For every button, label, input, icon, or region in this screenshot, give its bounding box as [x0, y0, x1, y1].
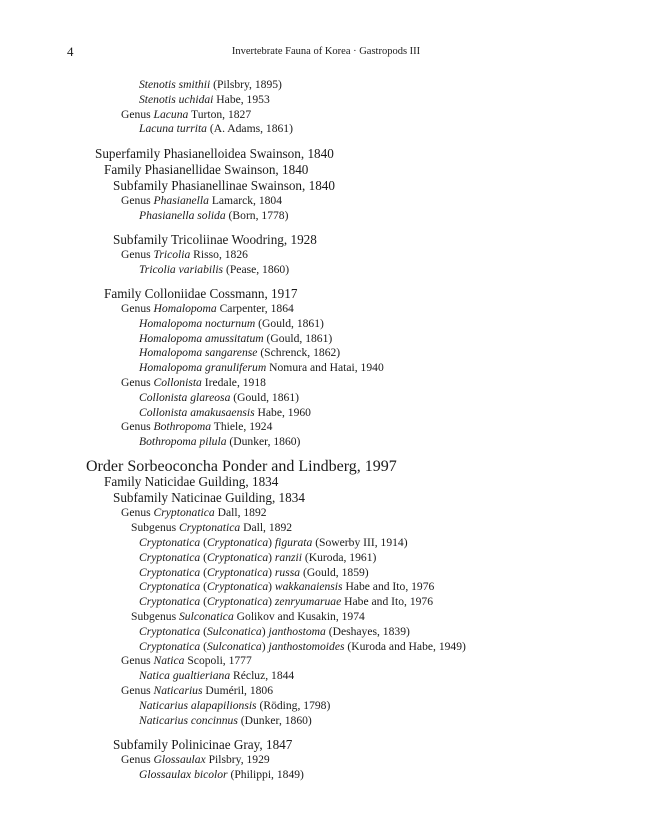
taxon-name [139, 595, 341, 608]
taxon-name: Homalopoma granuliferum [139, 361, 267, 375]
superfamily-entry [95, 147, 334, 160]
taxon-name: Sulconatica [179, 610, 234, 623]
name-part: ) [261, 639, 269, 653]
name-part: ) [268, 550, 275, 564]
rank-label: Subfamily [113, 231, 168, 247]
taxon-author: Habe and Ito, 1976 [345, 580, 435, 594]
species-entry [139, 347, 340, 359]
name-part: ( [200, 536, 207, 549]
subfamily-entry [113, 738, 292, 751]
taxon-author: Duméril, 1806 [205, 684, 274, 697]
genus-entry [121, 377, 266, 389]
rank-label: Superfamily [95, 145, 161, 161]
taxon-author: Guilding, 1834 [198, 474, 279, 490]
rank-label: Order [86, 458, 124, 476]
taxon-name: Naticarius alapapilionsis [139, 698, 257, 712]
taxon-author: (Born, 1778) [228, 208, 289, 222]
taxon-name [139, 640, 344, 653]
rank-label: Subgenus [131, 610, 177, 623]
species-entry [139, 362, 384, 374]
species-entry [139, 552, 376, 564]
rank-label: Genus [121, 752, 151, 766]
species-entry [139, 333, 332, 345]
taxon-name: Phasianellinae [171, 177, 248, 193]
taxon-author: (Gould, 1861) [258, 316, 324, 330]
taxon-author: Ponder and Lindberg, 1997 [221, 458, 397, 476]
species-entry [139, 123, 293, 135]
taxon-name [139, 566, 300, 579]
taxon-name: Glossaulax [153, 752, 206, 766]
taxon-author: (Kuroda, 1961) [304, 550, 377, 564]
name-part: ( [200, 550, 207, 564]
taxon-name: Bothropoma [153, 420, 212, 434]
taxon-name: Cryptonatica [179, 521, 241, 535]
taxon-name: Collonista amakusaensis [139, 405, 255, 419]
name-part: Cryptonatica [206, 536, 269, 549]
taxon-author: (Schrenck, 1862) [260, 346, 341, 360]
page-number: 4 [67, 44, 74, 59]
taxon-author: Swainson, 1840 [224, 161, 309, 177]
name-part: ( [200, 580, 207, 594]
species-entry [139, 769, 304, 781]
name-part: wakkanaiensis [274, 580, 343, 594]
taxon-name: Lacuna [153, 107, 189, 121]
species-entry [139, 670, 294, 682]
subfamily-entry [113, 179, 335, 192]
taxon-author: Thiele, 1924 [213, 420, 273, 434]
species-entry [139, 596, 433, 608]
taxon-name: Naticinae [171, 490, 222, 506]
rank-label: Genus [121, 506, 151, 520]
genus-entry [121, 421, 272, 433]
name-part: Cryptonatica [139, 550, 201, 564]
name-part: Cryptonatica [206, 580, 269, 594]
rank-label: Family [104, 161, 142, 177]
name-part: Cryptonatica [206, 550, 269, 564]
taxon-name: Lacuna turrita [139, 122, 207, 136]
name-part: russa [274, 565, 301, 579]
taxon-author: (Röding, 1798) [259, 698, 331, 712]
taxon-name: Polinicinae [171, 736, 231, 752]
taxon-name [139, 536, 312, 549]
genus-entry [121, 303, 294, 315]
taxon-name: Glossaulax bicolor [139, 767, 228, 781]
taxon-name: Stenotis uchidai [139, 92, 214, 106]
species-entry [139, 700, 330, 712]
taxon-name: Natica gualtieriana [139, 669, 231, 683]
taxon-author: Turton, 1827 [191, 107, 252, 121]
species-entry [139, 264, 289, 276]
family-entry [104, 287, 297, 300]
taxon-author: Habe, 1960 [257, 405, 311, 419]
name-part: janthostoma [268, 624, 326, 638]
name-part: janthostomoides [268, 639, 345, 653]
taxon-author: (Gould, 1861) [233, 390, 299, 404]
species-entry [139, 581, 434, 593]
name-part: Cryptonatica [139, 595, 201, 609]
genus-entry [121, 655, 252, 667]
name-part: ( [200, 565, 207, 579]
taxon-name: Cryptonatica [153, 506, 215, 520]
name-part: Sulconatica [206, 624, 262, 638]
rank-label: Genus [121, 684, 151, 697]
taxon-name: Bothropoma pilula [139, 435, 227, 449]
taxon-name: Tricoliinae [171, 231, 229, 247]
name-part: ) [261, 624, 269, 638]
taxon-author: Habe, 1953 [216, 92, 270, 106]
taxon-author: Swainson, 1840 [250, 177, 335, 193]
genus-entry [121, 195, 282, 207]
taxon-author: (Gould, 1859) [302, 565, 369, 579]
genus-entry [121, 685, 273, 697]
name-part: ( [200, 624, 207, 638]
taxon-author: (Gould, 1861) [266, 331, 333, 345]
taxon-author: Guilding, 1834 [225, 490, 305, 506]
taxon-name: Naticidae [144, 474, 196, 490]
running-head: Invertebrate Fauna of Korea · Gastropods III [231, 46, 421, 57]
rank-label: Genus [121, 107, 151, 121]
name-part: Cryptonatica [206, 595, 269, 609]
family-entry [104, 475, 278, 488]
family-entry [104, 163, 308, 176]
taxon-name: Collonista [153, 375, 202, 389]
rank-label: Genus [121, 247, 151, 261]
name-part: Cryptonatica [139, 565, 201, 579]
species-entry [139, 436, 300, 448]
taxon-name: Phasianelloidea [163, 145, 247, 161]
genus-entry [121, 754, 270, 766]
name-part: ranzii [274, 550, 302, 564]
taxon-name: Sorbeoconcha [127, 458, 218, 476]
subfamily-entry [113, 233, 317, 246]
name-part: ( [200, 639, 207, 653]
rank-label: Subgenus [131, 521, 177, 535]
taxon-author: (Dunker, 1860) [229, 435, 301, 449]
species-entry [139, 567, 369, 579]
taxon-author: Scopoli, 1777 [187, 654, 252, 668]
taxon-name: Stenotis smithii [139, 78, 211, 91]
name-part: Cryptonatica [139, 580, 201, 594]
taxon-author: Habe and Ito, 1976 [344, 595, 434, 609]
species-entry [139, 626, 410, 638]
species-entry [139, 79, 282, 91]
taxon-name: Naticarius [153, 684, 203, 697]
name-part: ) [268, 595, 275, 609]
taxon-name: Collonista glareosa [139, 390, 231, 404]
subgenus-entry [131, 611, 365, 623]
taxon-author: Cossmann, 1917 [209, 285, 298, 301]
taxon-author: Nomura and Hatai, 1940 [269, 361, 384, 375]
taxon-name: Homalopoma nocturnum [139, 316, 256, 330]
name-part: ) [268, 565, 275, 579]
taxon-name [139, 625, 326, 638]
species-entry [139, 392, 299, 404]
taxon-author: Dall, 1892 [217, 506, 267, 520]
rank-label: Subfamily [113, 736, 168, 752]
taxon-author: (Pease, 1860) [225, 262, 290, 276]
taxon-name: Homalopoma sangarense [139, 346, 258, 360]
taxon-name [139, 551, 302, 564]
name-part: ) [268, 580, 275, 594]
species-entry [139, 537, 408, 549]
taxon-author: (A. Adams, 1861) [209, 122, 293, 136]
taxon-name: Homalopoma amussitatum [139, 331, 264, 345]
rank-label: Genus [121, 375, 151, 389]
name-part: figurata [274, 536, 313, 549]
rank-label: Genus [121, 654, 151, 668]
species-entry [139, 715, 312, 727]
name-part: ( [200, 595, 207, 609]
taxon-author: Carpenter, 1864 [219, 301, 294, 315]
taxon-name [139, 580, 343, 593]
order-entry [86, 459, 397, 475]
name-part: zenryumaruae [274, 595, 342, 609]
taxon-author: Dall, 1892 [243, 521, 293, 535]
taxon-name: Colloniidae [144, 285, 207, 301]
taxon-name: Natica [153, 654, 185, 668]
rank-label: Family [104, 474, 142, 490]
taxon-author: Woodring, 1928 [231, 231, 317, 247]
species-entry [139, 641, 466, 653]
subgenus-entry [131, 522, 292, 534]
rank-label: Genus [121, 301, 151, 315]
rank-label: Genus [121, 193, 151, 207]
species-entry [139, 210, 288, 222]
name-part: Cryptonatica [139, 639, 201, 653]
taxon-author: (Philippi, 1849) [230, 767, 304, 781]
taxon-author: (Deshayes, 1839) [328, 624, 410, 638]
genus-entry [121, 109, 251, 121]
taxon-name: Phasianella [153, 193, 209, 207]
rank-label: Subfamily [113, 490, 168, 506]
taxon-author: (Dunker, 1860) [240, 713, 312, 727]
taxon-author: (Kuroda and Habe, 1949) [347, 639, 466, 653]
species-entry [139, 318, 324, 330]
subfamily-entry [113, 491, 305, 504]
taxon-name: Naticarius concinnus [139, 713, 238, 727]
taxon-author: Golikov and Kusakin, 1974 [236, 610, 365, 623]
taxon-name: Phasianella solida [139, 208, 226, 222]
species-entry [139, 94, 270, 106]
taxon-name: Tricolia [153, 247, 191, 261]
taxon-author: Lamarck, 1804 [211, 193, 283, 207]
taxon-author: (Pilsbry, 1895) [213, 78, 282, 91]
taxon-author: (Sowerby III, 1914) [315, 536, 408, 549]
name-part: Cryptonatica [139, 536, 201, 549]
taxon-name: Homalopoma [153, 301, 217, 315]
taxon-name: Tricolia variabilis [139, 262, 224, 276]
rank-label: Family [104, 285, 142, 301]
rank-label: Genus [121, 420, 151, 434]
taxon-author: Récluz, 1844 [233, 669, 295, 683]
name-part: Sulconatica [206, 639, 262, 653]
name-part: Cryptonatica [139, 624, 201, 638]
genus-entry [121, 249, 248, 261]
taxon-author: Gray, 1847 [233, 736, 293, 752]
name-part: ) [268, 536, 275, 549]
taxon-name: Phasianellidae [144, 161, 221, 177]
taxon-author: Pilsbry, 1929 [208, 752, 270, 766]
rank-label: Subfamily [113, 177, 168, 193]
taxon-author: Iredale, 1918 [204, 375, 266, 389]
taxon-author: Swainson, 1840 [249, 145, 334, 161]
name-part: Cryptonatica [206, 565, 269, 579]
species-entry [139, 407, 311, 419]
genus-entry [121, 507, 267, 519]
taxon-author: Risso, 1826 [193, 247, 248, 261]
